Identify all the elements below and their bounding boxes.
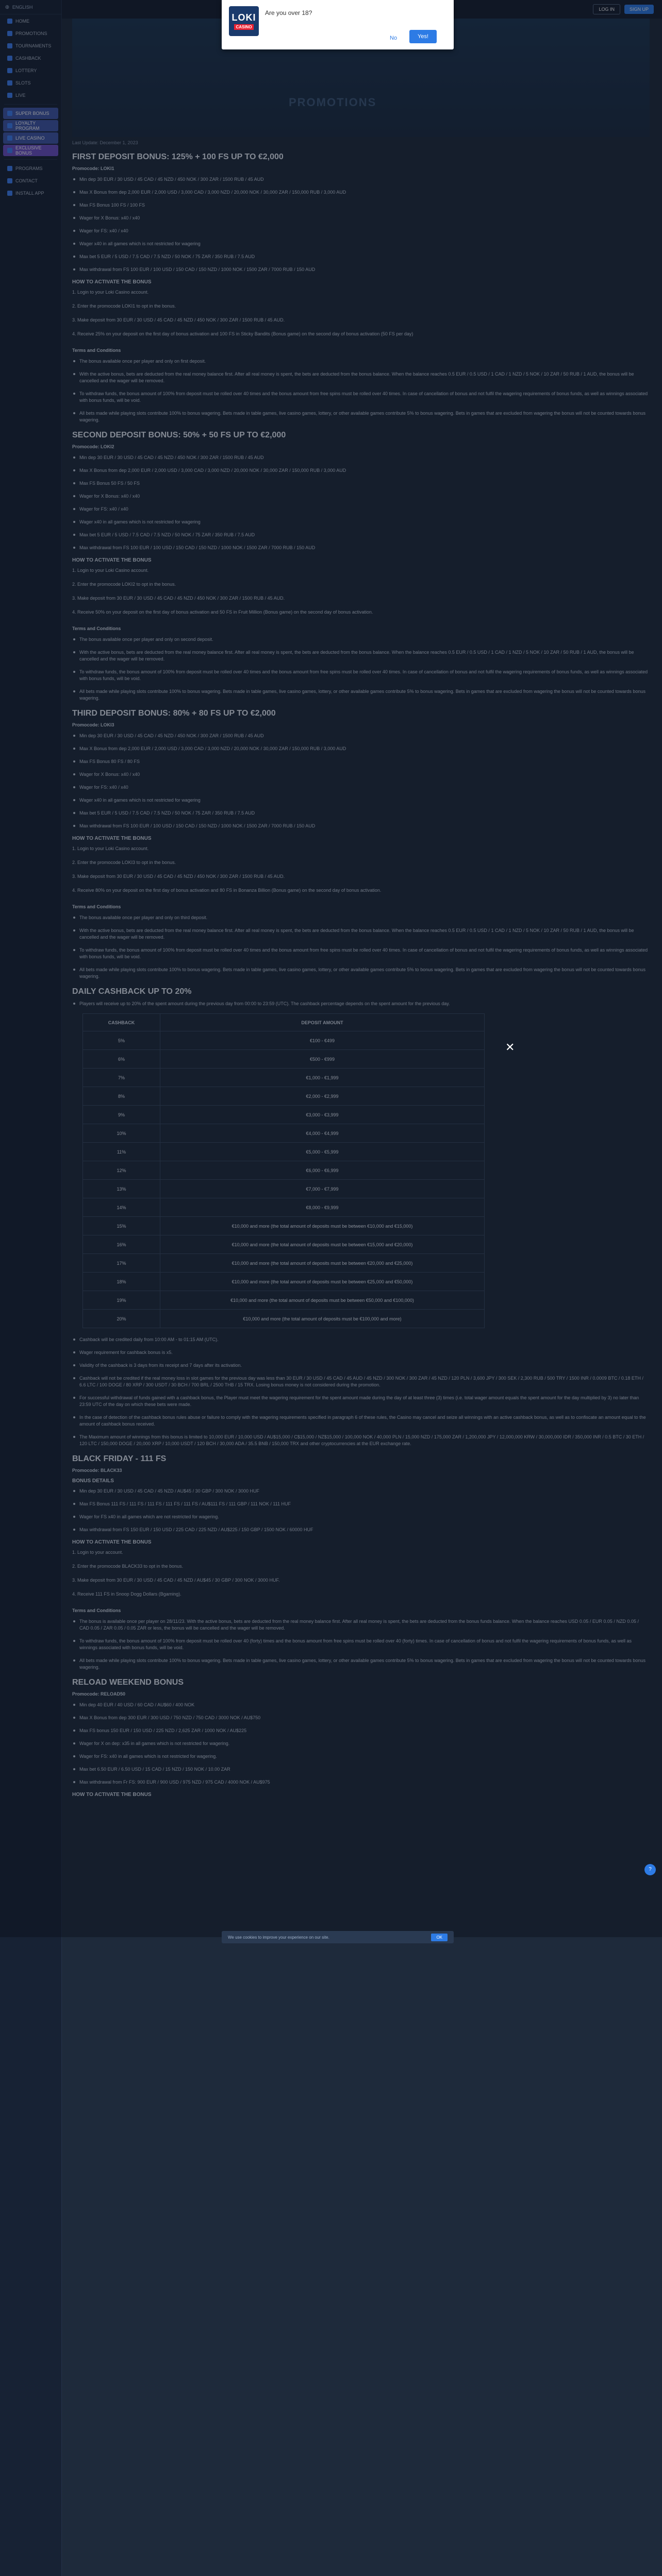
table-row xyxy=(83,1069,485,1087)
list-item: Max withdrawal from FS 100 EUR / 100 USD / 150 CAD / 150 NZD / 1000 NOK / 1500 ZAR / 7000 RUB / 150 AUD xyxy=(72,545,650,551)
bonus-details-list xyxy=(72,1488,650,1533)
cookie-ok-button[interactable]: OK xyxy=(431,1934,448,1941)
deposit-amount: €8,000 - €9,999 xyxy=(160,1198,485,1217)
list-item: To withdraw funds, the bonus amount of 100% from deposit must be rolled over 40 (forty) times and the bonus amount from free spins must be rolled over 40 (forty) times. In case of cancellation of bonus and not fulfil the wagering requirements of bonus funds, as well as winnings associated with bonus funds, will be void. xyxy=(72,1638,650,1651)
sidebar-item[interactable] xyxy=(3,163,58,174)
activation-step: 1. Login to your Loki Casino account. xyxy=(72,290,149,295)
activation-step: 4. Receive 25% on your deposit on the first day of bonus activation and 100 FS in Sticky Bandits (Bonus game) on the second day of bonus activation (50 FS per day) xyxy=(72,331,413,336)
list-item: The bonus available once per player and only on first deposit. xyxy=(72,358,650,365)
list-item: All bets made while playing slots contribute 100% to bonus wagering. Bets made in table games, live casino games, lottery, or other available games contribute 5% to bonus wagering. Bets in games that are excluded from wagering the bonus will not be counted towards bonus wagering. xyxy=(72,967,650,980)
list-item: Wager for FS: x40 / x40 xyxy=(72,506,650,513)
sidebar-item-label: TOURNAMENTS xyxy=(15,43,52,48)
cashback-level: 14% xyxy=(83,1198,160,1217)
list-item: Min dep 30 EUR / 30 USD / 45 CAD / 45 NZD / 450 NOK / 300 ZAR / 1500 RUB / 45 AUD xyxy=(72,733,650,739)
menu-icon xyxy=(7,93,12,98)
signup-button[interactable]: SIGN UP xyxy=(624,5,654,14)
section-title: RELOAD WEEKEND BONUS xyxy=(72,1678,184,1687)
sidebar xyxy=(0,0,62,2576)
activation-step: 2. Enter the promocode LOKI3 to opt in the bonus. xyxy=(72,860,176,865)
cashback-title: DAILY CASHBACK UP TO 20% xyxy=(72,987,192,996)
sidebar-item-label: SUPER BONUS xyxy=(15,111,49,116)
menu-icon xyxy=(7,111,12,116)
activation-step: 2. Enter the promocode LOKI1 to opt in the bonus. xyxy=(72,303,176,309)
cashback-table xyxy=(82,1013,485,1328)
list-item: Cashback will not be credited if the real money loss in slot games for the previous day was less than 30 EUR / 30 USD / 45 CAD / 45 AUD / 45 NZD / 300 NOK / 300 ZAR / 45 NZD / 120 PLN / 3,600 JPY / 300 SEK / 2,300 RUB / 500 TRY / 1500 INR / 0.0009 BTC / 0.18 ETH / 6.6 LTC / 100 DOGE / 80 XRP / 300 USDT / 30 BCH / 700 BRL / 2500 THB / 15 TRX. Losing bonus money is not considered during the promotion. xyxy=(72,1375,650,1388)
cashback-level: 12% xyxy=(83,1161,160,1180)
sidebar-item-label: EXCLUSIVE BONUS xyxy=(15,145,42,156)
cashback-level: 9% xyxy=(83,1106,160,1124)
table-row xyxy=(83,1254,485,1273)
promocode: Promocode: LOKI1 xyxy=(72,166,114,171)
activation-step: 4. Receive 111 FS in Snoop Dogg Dollars (Bgaming). xyxy=(72,1591,181,1597)
deposit-amount: €5,000 - €5,999 xyxy=(160,1143,485,1161)
table-row xyxy=(83,1161,485,1180)
list-item: All bets made while playing slots contribute 100% to bonus wagering. Bets made in table games, live casino games, lottery, or other available games contribute 5% to bonus wagering. Bets in games that are excluded from wagering the bonus will not be counted towards bonus wagering. xyxy=(72,410,650,423)
section-title: THIRD DEPOSIT BONUS: 80% + 80 FS UP TO €2,000 xyxy=(72,709,276,718)
sidebar-item[interactable] xyxy=(3,108,58,119)
terms-title: Terms and Conditions xyxy=(72,626,121,631)
list-item: Wager for X Bonus: x40 / x40 xyxy=(72,771,650,778)
menu-icon xyxy=(7,191,12,196)
age-verification-modal xyxy=(222,0,454,49)
language-selector[interactable] xyxy=(0,0,61,14)
how-to-activate-title: HOW TO ACTIVATE THE BONUS xyxy=(72,1539,152,1545)
promocode: Promocode: LOKI3 xyxy=(72,722,114,727)
list-item: Max withdrawal from Fr FS: 900 EUR / 900 USD / 975 NZD / 975 CAD / 4000 NOK / AU$975 xyxy=(72,1779,650,1786)
table-row xyxy=(83,1217,485,1235)
terms-list xyxy=(72,1618,650,1671)
cookie-banner xyxy=(222,1931,454,1943)
activation-step: 1. Login to your account. xyxy=(72,1550,123,1555)
deposit-amount: €3,000 - €3,999 xyxy=(160,1106,485,1124)
table-row xyxy=(83,1273,485,1291)
list-item: Wager x40 in all games which is not restricted for wagering xyxy=(72,797,650,804)
deposit-amount: €10,000 and more (the total amount of deposits must be between €10,000 and €15,000) xyxy=(160,1217,485,1235)
list-item: Cashback will be credited daily from 10:00 AM - to 01:15 AM (UTC). xyxy=(72,1336,650,1343)
sidebar-item[interactable] xyxy=(3,65,58,76)
sidebar-item-label: HOME xyxy=(15,19,29,24)
table-row xyxy=(83,1106,485,1124)
cashback-level: 13% xyxy=(83,1180,160,1198)
list-item: All bets made while playing slots contribute 100% to bonus wagering. Bets made in table games, live casino games, lottery, or other available games contribute 5% to bonus wagering. Bets in games that are excluded from wagering the bonus will not be counted towards bonus wagering. xyxy=(72,1657,650,1671)
list-item: Max FS Bonus 111 FS / 111 FS / 111 FS / 111 FS / 111 FS / AU$111 FS / 111 GBP / 111 NOK / 111 HUF xyxy=(72,1501,650,1507)
language-label: ENGLISH xyxy=(12,4,33,10)
table-row xyxy=(83,1310,485,1328)
deposit-amount: €10,000 and more (the total amount of deposits must be between €15,000 and €20,000) xyxy=(160,1235,485,1254)
bonus-details-list xyxy=(72,1702,650,1786)
activation-step: 3. Make deposit from 30 EUR / 30 USD / 45 CAD / 45 NZD / 450 NOK / 300 ZAR / 1500 RUB / 45 AUD. xyxy=(72,874,285,879)
table-row xyxy=(83,1087,485,1106)
list-item: The Maximum amount of winnings from this bonus is limited to 10,000 EUR / 10,000 USD / AU$15,000 / C$15,000 / NZ$15,000 / 100,000 NOK / 40,000 PLN / 15,000 NZD / 175,000 ZAR / 1,200,000 JPY / 12,000,000 KRW / 30,000,000 IDR / 350,000 INR / 0.5 BTC / 30 ETH / 120 LTC / 150,000 DOGE / 20,000 XRP / 10,000 USDT / 120 BCH / 30,000 ADA / 35.5 BNB / 150,000 TRX and other cryptocurrencies at the EUR exchange rate. xyxy=(72,1434,650,1447)
cookie-text: We use cookies to improve your experience on our site. xyxy=(228,1935,329,1940)
menu-icon xyxy=(7,31,12,36)
list-item: Wager for X on dep: x35 in all games which is not restricted for wagering. xyxy=(72,1740,650,1747)
hero-title: PROMOTIONS xyxy=(289,96,377,109)
deposit-amount: €6,000 - €6,999 xyxy=(160,1161,485,1180)
bonus-details-list xyxy=(72,176,650,273)
age-yes-button[interactable]: Yes! xyxy=(409,30,437,43)
list-item: Max FS Bonus 50 FS / 50 FS xyxy=(72,480,650,487)
table-row xyxy=(83,1124,485,1143)
col-deposit-amount: DEPOSIT AMOUNT xyxy=(160,1014,485,1031)
sidebar-item[interactable] xyxy=(3,77,58,89)
deposit-amount: €2,000 - €2,999 xyxy=(160,1087,485,1106)
list-item: The bonus available once per player and only on third deposit. xyxy=(72,914,650,921)
menu-icon xyxy=(7,68,12,73)
table-row xyxy=(83,1050,485,1069)
sidebar-item[interactable] xyxy=(3,120,58,131)
list-item: Max X Bonus from dep 2,000 EUR / 2,000 USD / 3,000 CAD / 3,000 NZD / 20,000 NOK / 30,000 ZAR / 150,000 RUB / 3,000 AUD xyxy=(72,467,650,474)
menu-icon xyxy=(7,43,12,48)
cashback-intro: Players will receive up to 20% of the spent amount during the previous day from 00:00 to 23:59 (UTC). The cashback percentage depends on the spent amount for the previous day. xyxy=(72,1001,650,1007)
age-no-button[interactable]: No xyxy=(390,35,398,41)
list-item: To withdraw funds, the bonus amount of 100% from deposit must be rolled over 40 times and the bonus amount from free spins must be rolled over 40 times. In case of cancellation of bonus and not fulfil the wagering requirements of bonus funds, as well as winnings associated with bonus funds, will be void. xyxy=(72,669,650,682)
list-item: Max bet 5 EUR / 5 USD / 7.5 CAD / 7.5 NZD / 50 NOK / 75 ZAR / 350 RUB / 7.5 AUD xyxy=(72,810,650,817)
list-item: Max FS Bonus 80 FS / 80 FS xyxy=(72,758,650,765)
menu-icon xyxy=(7,178,12,183)
bonus-details-list xyxy=(72,733,650,829)
menu-icon xyxy=(7,135,12,141)
sidebar-item[interactable] xyxy=(3,145,58,156)
cashback-level: 11% xyxy=(83,1143,160,1161)
deposit-amount: €10,000 and more (the total amount of deposits must be €100,000 and more) xyxy=(160,1310,485,1328)
list-item: For successful withdrawal of funds gained with a cashback bonus, the Player must meet the wagering requirement for the spent amount made during the day of at least three (3) times (i.e. total wager amount equals the spent amount for the day multiplied by 3) no later than 23:59 UTC of the day on which these bets were made. xyxy=(72,1395,650,1408)
terms-title: Terms and Conditions xyxy=(72,348,121,353)
black-friday-section xyxy=(72,1454,650,1671)
list-item: All bets made while playing slots contribute 100% to bonus wagering. Bets made in table games, live casino games, lottery, or other available games contribute 5% to bonus wagering. Bets in games that are excluded from wagering the bonus will not be counted towards bonus wagering. xyxy=(72,688,650,702)
cashback-level: 10% xyxy=(83,1124,160,1143)
cashback-level: 17% xyxy=(83,1254,160,1273)
sidebar-divider xyxy=(4,159,57,160)
promocode: Promocode: LOKI2 xyxy=(72,444,114,449)
list-item: Wager for FS: x40 / x40 xyxy=(72,228,650,234)
deposit-amount: €100 - €499 xyxy=(160,1031,485,1050)
col-cashback: CASHBACK xyxy=(83,1014,160,1031)
third-deposit-section xyxy=(72,709,650,980)
list-item: Max FS Bonus 100 FS / 100 FS xyxy=(72,202,650,209)
list-item: Validity of the cashback is 3 days from its receipt and 7 days after its activation. xyxy=(72,1362,650,1369)
terms-title: Terms and Conditions xyxy=(72,1608,121,1613)
sidebar-item-label: PROMOTIONS xyxy=(15,31,47,36)
list-item: Wager for FS: x40 / x40 xyxy=(72,784,650,791)
list-item: Min dep 30 EUR / 30 USD / 45 CAD / 45 NZD / 450 NOK / 300 ZAR / 1500 RUB / 45 AUD xyxy=(72,176,650,183)
sidebar-item-label: CONTACT xyxy=(15,178,38,183)
list-item: Max withdrawal from FS 150 EUR / 150 USD / 225 CAD / 225 NZD / AU$225 / 150 GBP / 1500 NOK / 60000 HUF xyxy=(72,1527,650,1533)
list-item: In the case of detection of the cashback bonus rules abuse or failure to comply with the wagering requirements specified in paragraph 6 of these rules, the Casino may cancel and seize all winnings with an active cashback bonus, as well as to confiscate an amount equal to the amount of cashback bonus received. xyxy=(72,1414,650,1428)
activation-step: 1. Login to your Loki Casino account. xyxy=(72,846,149,851)
sidebar-item[interactable] xyxy=(3,53,58,64)
deposit-amount: €4,000 - €4,999 xyxy=(160,1124,485,1143)
list-item: With the active bonus, bets are deducted from the real money balance first. After all real money is spent, the bets are deducted from the bonus balance. When the balance reaches 0.5 EUR / 0.5 USD / 1 CAD / 1 NZD / 5 NOK / 10 ZAR / 50 RUB / 1 AUD, the bonus will be cancelled and the wager will be removed. xyxy=(72,649,650,663)
activation-step: 4. Receive 50% on your deposit on the first day of bonus activation and 50 FS in Fruit Million (Bonus game) on the second day of bonus activation. xyxy=(72,609,373,615)
promocode: Promocode: RELOAD50 xyxy=(72,1691,126,1697)
list-item: Min dep 30 EUR / 30 USD / 45 CAD / 45 NZD / AU$45 / 30 GBP / 300 NOK / 3000 HUF xyxy=(72,1488,650,1495)
sidebar-item-label: LOTTERY xyxy=(15,68,37,73)
casino-logo xyxy=(229,6,259,36)
cashback-level: 7% xyxy=(83,1069,160,1087)
logo-main: LOKI xyxy=(231,12,256,23)
list-item: Max bet 5 EUR / 5 USD / 7.5 CAD / 7.5 NZD / 50 NOK / 75 ZAR / 350 RUB / 7.5 AUD xyxy=(72,253,650,260)
list-item: Max bet 6.50 EUR / 6.50 USD / 15 CAD / 15 NZD / 150 NOK / 10.00 ZAR xyxy=(72,1766,650,1773)
second-deposit-section xyxy=(72,431,650,702)
list-item: Max withdrawal from FS 100 EUR / 100 USD / 150 CAD / 150 NZD / 1000 NOK / 1500 ZAR / 7000 RUB / 150 AUD xyxy=(72,823,650,829)
list-item: Wager for FS x40 in all games which are not restricted for wagering. xyxy=(72,1514,650,1520)
menu-icon xyxy=(7,56,12,61)
menu-icon xyxy=(7,166,12,171)
menu-icon xyxy=(7,19,12,24)
cashback-section xyxy=(72,987,650,1447)
table-row xyxy=(83,1180,485,1198)
sidebar-item[interactable] xyxy=(3,15,58,27)
how-to-activate-title: HOW TO ACTIVATE THE BONUS xyxy=(72,279,152,285)
list-item: Max X Bonus from dep 2,000 EUR / 2,000 USD / 3,000 CAD / 3,000 NZD / 20,000 NOK / 30,000 ZAR / 150,000 RUB / 3,000 AUD xyxy=(72,189,650,196)
sidebar-item-label: INSTALL APP xyxy=(15,191,44,196)
details-title: BONUS DETAILS xyxy=(72,1478,114,1484)
sidebar-item-label: LIVE xyxy=(15,93,26,98)
sidebar-item-label: LOYALTY PROGRAM xyxy=(15,121,40,131)
table-row xyxy=(83,1291,485,1310)
table-row xyxy=(83,1198,485,1217)
table-row xyxy=(83,1031,485,1050)
sidebar-item-label: PROGRAMS xyxy=(15,166,43,171)
menu-icon xyxy=(7,123,12,128)
list-item: Min dep 40 EUR / 40 USD / 60 CAD / AU$60 / 400 NOK xyxy=(72,1702,650,1708)
list-item: Max X Bonus from dep 300 EUR / 300 USD / 750 NZD / 750 CAD / 3000 NOK / AU$750 xyxy=(72,1715,650,1721)
list-item: Min dep 30 EUR / 30 USD / 45 CAD / 45 NZD / 450 NOK / 300 ZAR / 1500 RUB / 45 AUD xyxy=(72,454,650,461)
menu-icon xyxy=(7,80,12,86)
cashback-level: 5% xyxy=(83,1031,160,1050)
logo-sub: CASINO xyxy=(234,24,253,30)
list-item: Max bet 5 EUR / 5 USD / 7.5 CAD / 7.5 NZD / 50 NOK / 75 ZAR / 350 RUB / 7.5 AUD xyxy=(72,532,650,538)
cashback-level: 6% xyxy=(83,1050,160,1069)
cashback-level: 20% xyxy=(83,1310,160,1328)
activation-step: 1. Login to your Loki Casino account. xyxy=(72,568,149,573)
activation-step: 3. Make deposit from 30 EUR / 30 USD / 45 CAD / 45 NZD / 450 NOK / 300 ZAR / 1500 RUB / 45 AUD. xyxy=(72,596,285,601)
list-item: Wager for X Bonus: x40 / x40 xyxy=(72,493,650,500)
list-item: To withdraw funds, the bonus amount of 100% from deposit must be rolled over 40 times and the bonus amount from free spins must be rolled over 40 times. In case of cancellation of bonus and not fulfil the wagering requirements of bonus funds, as well as winnings associated with bonus funds, will be void. xyxy=(72,947,650,960)
sidebar-item[interactable] xyxy=(3,90,58,101)
deposit-amount: €10,000 and more (the total amount of deposits must be between €20,000 and €25,000) xyxy=(160,1254,485,1273)
age-question: Are you over 18? xyxy=(265,9,312,16)
list-item: With the active bonus, bets are deducted from the real money balance first. After all real money is spent, the bets are deducted from the bonus balance. When the balance reaches 0.5 EUR / 0.5 USD / 1 CAD / 1 NZD / 5 NOK / 10 ZAR / 50 RUB / 1 AUD, the bonus will be cancelled and the wager will be removed. xyxy=(72,371,650,384)
table-row xyxy=(83,1235,485,1254)
sidebar-item[interactable] xyxy=(3,28,58,39)
cashback-level: 15% xyxy=(83,1217,160,1235)
sidebar-item[interactable] xyxy=(3,132,58,144)
close-icon[interactable]: ✕ xyxy=(505,1041,515,1054)
cashback-level: 16% xyxy=(83,1235,160,1254)
activation-step: 4. Receive 80% on your deposit on the first day of bonus activation and 80 FS in Bonanza Billion (Bonus game) on the second day of bonus activation. xyxy=(72,888,382,893)
deposit-amount: €10,000 and more (the total amount of deposits must be between €50,000 and €100,000) xyxy=(160,1291,485,1310)
table-row xyxy=(83,1143,485,1161)
last-update: Last Update: December 1, 2023 xyxy=(72,140,138,145)
list-item: Max withdrawal from FS 100 EUR / 100 USD / 150 CAD / 150 NZD / 1000 NOK / 1500 ZAR / 7000 RUB / 150 AUD xyxy=(72,266,650,273)
list-item: Max X Bonus from dep 2,000 EUR / 2,000 USD / 3,000 CAD / 3,000 NZD / 20,000 NOK / 30,000 ZAR / 150,000 RUB / 3,000 AUD xyxy=(72,745,650,752)
activation-step: 2. Enter the promocode LOKI2 to opt in the bonus. xyxy=(72,582,176,587)
activation-step: 3. Make deposit from 30 EUR / 30 USD / 45 CAD / 45 NZD / AU$45 / 30 GBP / 300 NOK / 3000 HUF. xyxy=(72,1578,280,1583)
menu-icon xyxy=(7,148,12,153)
terms-list xyxy=(72,358,650,423)
section-title: SECOND DEPOSIT BONUS: 50% + 50 FS UP TO €2,000 xyxy=(72,431,286,439)
list-item: To withdraw funds, the bonus amount of 100% from deposit must be rolled over 40 times and the bonus amount from free spins must be rolled over 40 times. In case of cancellation of bonus and not fulfil the wagering requirements of bonus funds, as well as winnings associated with bonus funds, will be void. xyxy=(72,391,650,404)
terms-list xyxy=(72,636,650,702)
sidebar-item-label: SLOTS xyxy=(15,80,31,86)
reload-section xyxy=(72,1678,650,1798)
list-item: Wager for FS: x40 in all games which is not restricted for wagering. xyxy=(72,1753,650,1760)
deposit-amount: €500 - €999 xyxy=(160,1050,485,1069)
first-deposit-section xyxy=(72,152,650,423)
sidebar-item[interactable] xyxy=(3,40,58,52)
promocode: Promocode: BLACK33 xyxy=(72,1468,122,1473)
list-item: The bonus available once per player and only on second deposit. xyxy=(72,636,650,643)
activation-step: 3. Make deposit from 30 EUR / 30 USD / 45 CAD / 45 NZD / 450 NOK / 300 ZAR / 1500 RUB / 45 AUD. xyxy=(72,317,285,323)
sidebar-item[interactable] xyxy=(3,188,58,199)
login-button[interactable]: LOG IN xyxy=(593,4,620,14)
list-item: Wager x40 in all games which is not restricted for wagering xyxy=(72,241,650,247)
deposit-amount: €10,000 and more (the total amount of deposits must be between €25,000 and €50,000) xyxy=(160,1273,485,1291)
how-to-activate-title: HOW TO ACTIVATE THE BONUS xyxy=(72,557,152,563)
list-item: The bonus is available once per player on 28/11/23. With the active bonus, bets are deducted from the real money balance first. After all real money is spent, the bets are deducted from the bonus funds balance. When the balance reaches USD 0.05 / EUR 0.05 / NZD 0.05 / CAD 0.05 / ZAR 0.05 / 0.05 ZAR or less, the bonus will be cancelled and the wager will be removed. xyxy=(72,1618,650,1632)
chat-button[interactable]: ? xyxy=(644,1864,656,1875)
list-item: Wager requirement for cashback bonus is x5. xyxy=(72,1349,650,1356)
bonus-details-list xyxy=(72,454,650,551)
list-item: Wager x40 in all games which is not restricted for wagering xyxy=(72,519,650,526)
sidebar-divider xyxy=(4,104,57,105)
list-item: With the active bonus, bets are deducted from the real money balance first. After all real money is spent, the bets are deducted from the bonus balance. When the balance reaches 0.5 EUR / 0.5 USD / 1 CAD / 1 NZD / 5 NOK / 10 ZAR / 50 RUB / 1 AUD, the bonus will be cancelled and the wager will be removed. xyxy=(72,927,650,941)
how-to-activate-title: HOW TO ACTIVATE THE BONUS xyxy=(72,1792,152,1798)
list-item: Max FS bonus 150 EUR / 150 USD / 225 NZD / 2,625 ZAR / 1000 NOK / AU$225 xyxy=(72,1727,650,1734)
sidebar-item[interactable] xyxy=(3,175,58,187)
deposit-amount: €7,000 - €7,999 xyxy=(160,1180,485,1198)
cashback-level: 8% xyxy=(83,1087,160,1106)
list-item: Wager for X Bonus: x40 / x40 xyxy=(72,215,650,222)
section-title: BLACK FRIDAY - 111 FS xyxy=(72,1454,167,1463)
how-to-activate-title: HOW TO ACTIVATE THE BONUS xyxy=(72,836,152,841)
cashback-level: 19% xyxy=(83,1291,160,1310)
terms-title: Terms and Conditions xyxy=(72,904,121,909)
sidebar-item-label: CASHBACK xyxy=(15,56,41,61)
activation-step: 2. Enter the promocode BLACK33 to opt in the bonus. xyxy=(72,1564,184,1569)
terms-list xyxy=(72,914,650,980)
globe-icon: ◍ xyxy=(5,4,9,9)
cashback-level: 18% xyxy=(83,1273,160,1291)
main-content xyxy=(72,19,650,1802)
section-title: FIRST DEPOSIT BONUS: 125% + 100 FS UP TO €2,000 xyxy=(72,152,284,161)
deposit-amount: €1,000 - €1,999 xyxy=(160,1069,485,1087)
sidebar-item-label: LIVE CASINO xyxy=(15,135,45,141)
